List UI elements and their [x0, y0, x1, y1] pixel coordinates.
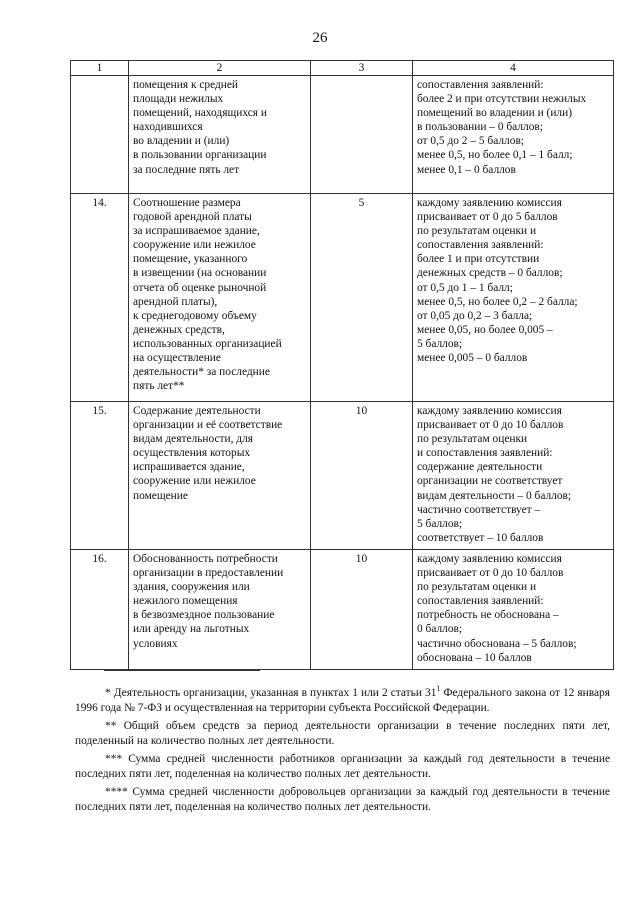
footnote-1-text: * Деятельность организации, указанная в пунктах 1 или 2 статьи 31 — [105, 687, 437, 699]
scoring-line: менее 0,1 – 0 баллов — [417, 163, 516, 176]
criterion-line: Обоснованность потребности — [133, 553, 278, 565]
header-cell-2: 2 — [129, 61, 311, 76]
max-score-cell: 5 — [311, 194, 413, 402]
scoring-line: и сопоставления заявлений: — [417, 447, 553, 460]
scoring-line: соответствует – 10 баллов — [417, 531, 544, 544]
scoring-line: менее 0,05, но более 0,005 – — [417, 323, 553, 336]
scoring-line: содержание деятельности — [417, 461, 543, 474]
criterion-cell — [129, 550, 311, 670]
table-row — [71, 550, 614, 670]
scoring-line: видам деятельности – 0 баллов; — [417, 489, 572, 502]
criterion-line: условиях — [133, 637, 178, 650]
footnotes — [75, 686, 610, 818]
criterion-line: деятельности* за последние — [133, 366, 270, 379]
scoring-line: менее 0,005 – 0 баллов — [417, 352, 528, 365]
criterion-line: или аренду на льготных — [133, 623, 250, 636]
criterion-line: находившихся — [133, 121, 203, 134]
criterion-line: в извещении (на основании — [133, 267, 267, 280]
criterion-cell — [129, 402, 311, 550]
criterion-line: площади нежилых — [133, 93, 224, 106]
scoring-line: частично соответствует – — [417, 503, 541, 516]
max-score-cell: 10 — [311, 402, 413, 550]
table-row — [71, 402, 614, 550]
max-score-cell: 10 — [311, 550, 413, 670]
scoring-line: присваивает от 0 до 5 баллов — [417, 211, 558, 224]
scoring-line: частично обоснована – 5 баллов; — [417, 637, 577, 650]
scoring-line: более 2 и при отсутствии нежилых — [417, 93, 587, 106]
scoring-method-cell — [413, 194, 614, 402]
scoring-method-cell — [413, 402, 614, 550]
criterion-line: отчета об оценке рыночной — [133, 281, 267, 294]
footnote-2: ** Общий объем средств за период деятельности организации в течение последних пяти лет, поделенный на количество полных лет деятельности. — [75, 720, 610, 747]
table-header-row — [71, 61, 614, 76]
scoring-line: менее 0,5, но более 0,1 – 1 балл; — [417, 149, 573, 162]
max-score-cell — [311, 76, 413, 194]
footnote-1 — [75, 686, 610, 716]
criterion-line: денежных средств, — [133, 323, 225, 336]
criterion-line: во владении и (или) — [133, 135, 230, 148]
scoring-line: в пользовании – 0 баллов; — [417, 121, 543, 134]
footnote-4: **** Сумма средней численности добровольцев организации за каждый год деятельности в течение последних пяти лет, поделенная на количество полных лет деятельности. — [75, 786, 610, 813]
criterion-line: организации и её соответствие — [133, 419, 283, 432]
header-cell-1: 1 — [71, 61, 129, 76]
criterion-line: организации в предоставлении — [133, 567, 284, 580]
criterion-line: помещения к средней — [133, 79, 239, 91]
criterion-line: сооружение или нежилое — [133, 239, 256, 252]
criterion-line: годовой арендной платы — [133, 211, 252, 224]
footnote-1-superscript: 1 — [436, 684, 441, 694]
scoring-line: по результатам оценки и — [417, 581, 537, 594]
criterion-line: помещение, указанного — [133, 253, 248, 266]
scoring-line: менее 0,5, но более 0,2 – 2 балла; — [417, 295, 578, 308]
scoring-line: каждому заявлению комиссия — [417, 553, 562, 565]
criterion-line: осуществления которых — [133, 447, 251, 460]
criterion-line: к среднегодовому объему — [133, 309, 257, 322]
criterion-line: в безвозмездное пользование — [133, 609, 275, 622]
scoring-line: 0 баллов; — [417, 623, 463, 636]
scoring-line: сопоставления заявлений: — [417, 79, 544, 91]
footnote-3: *** Сумма средней численности работников организации за каждый год деятельности в течение последних пяти лет, поделенная на количество полных лет деятельности. — [75, 753, 610, 780]
criterion-line: Содержание деятельности — [133, 405, 261, 417]
criterion-cell — [129, 76, 311, 194]
scoring-line: каждому заявлению комиссия — [417, 405, 562, 417]
criterion-line: помещений, находящихся и — [133, 107, 267, 120]
scoring-line: потребность не обоснована – — [417, 609, 559, 622]
criterion-line: Соотношение размера — [133, 197, 241, 209]
scoring-line: по результатам оценки и — [417, 225, 537, 238]
scoring-line: от 0,05 до 0,2 – 3 балла; — [417, 309, 533, 322]
scoring-method-cell — [413, 76, 614, 194]
table-row — [71, 194, 614, 402]
scoring-line: присваивает от 0 до 10 баллов — [417, 567, 564, 580]
scoring-line: обоснована – 10 баллов — [417, 651, 532, 664]
footnote-1-text-end: Федерального закона от 12 января 1996 года № 7-ФЗ и осуществленная на территории субъекта Российской Федерации. — [75, 687, 610, 714]
row-number-cell: 15. — [71, 402, 129, 550]
header-cell-3: 3 — [311, 61, 413, 76]
criterion-line: использованных организацией — [133, 337, 282, 350]
criterion-line: арендной платы), — [133, 295, 218, 308]
scoring-line: помещений во владении и (или) — [417, 107, 573, 120]
criterion-line: пять лет** — [133, 380, 185, 393]
footnote-separator — [104, 670, 260, 671]
row-number-cell — [71, 76, 129, 194]
scoring-line: каждому заявлению комиссия — [417, 197, 562, 209]
criterion-line: в пользовании организации — [133, 149, 267, 162]
criterion-line: на осуществление — [133, 352, 221, 365]
scoring-line: сопоставления заявлений: — [417, 239, 544, 252]
criterion-line: помещение — [133, 489, 188, 502]
row-number-cell: 14. — [71, 194, 129, 402]
criterion-line: за последние пять лет — [133, 163, 240, 176]
scoring-line: 5 баллов; — [417, 517, 463, 530]
scoring-line: организации не соответствует — [417, 475, 563, 488]
criterion-line: нежилого помещения — [133, 595, 238, 608]
scoring-line: более 1 и при отсутствии — [417, 253, 540, 266]
scoring-line: от 0,5 до 1 – 1 балл; — [417, 281, 513, 294]
criterion-line: здания, сооружения или — [133, 581, 250, 594]
page-number: 26 — [312, 30, 328, 46]
scoring-line: присваивает от 0 до 10 баллов — [417, 419, 564, 432]
header-cell-4: 4 — [413, 61, 614, 76]
row-number-cell: 16. — [71, 550, 129, 670]
scoring-line: сопоставления заявлений: — [417, 595, 544, 608]
scoring-line: по результатам оценки — [417, 433, 528, 446]
table-row — [71, 76, 614, 194]
criteria-table — [70, 60, 614, 670]
criterion-line: испрашивается здание, — [133, 461, 245, 474]
criterion-line: видам деятельности, для — [133, 433, 254, 446]
scoring-line: от 0,5 до 2 – 5 баллов; — [417, 135, 524, 148]
scoring-line: денежных средств – 0 баллов; — [417, 267, 563, 280]
criterion-cell — [129, 194, 311, 402]
criterion-line: за испрашиваемое здание, — [133, 225, 260, 238]
criterion-line: сооружение или нежилое — [133, 475, 256, 488]
scoring-line: 5 баллов; — [417, 337, 463, 350]
scoring-method-cell — [413, 550, 614, 670]
